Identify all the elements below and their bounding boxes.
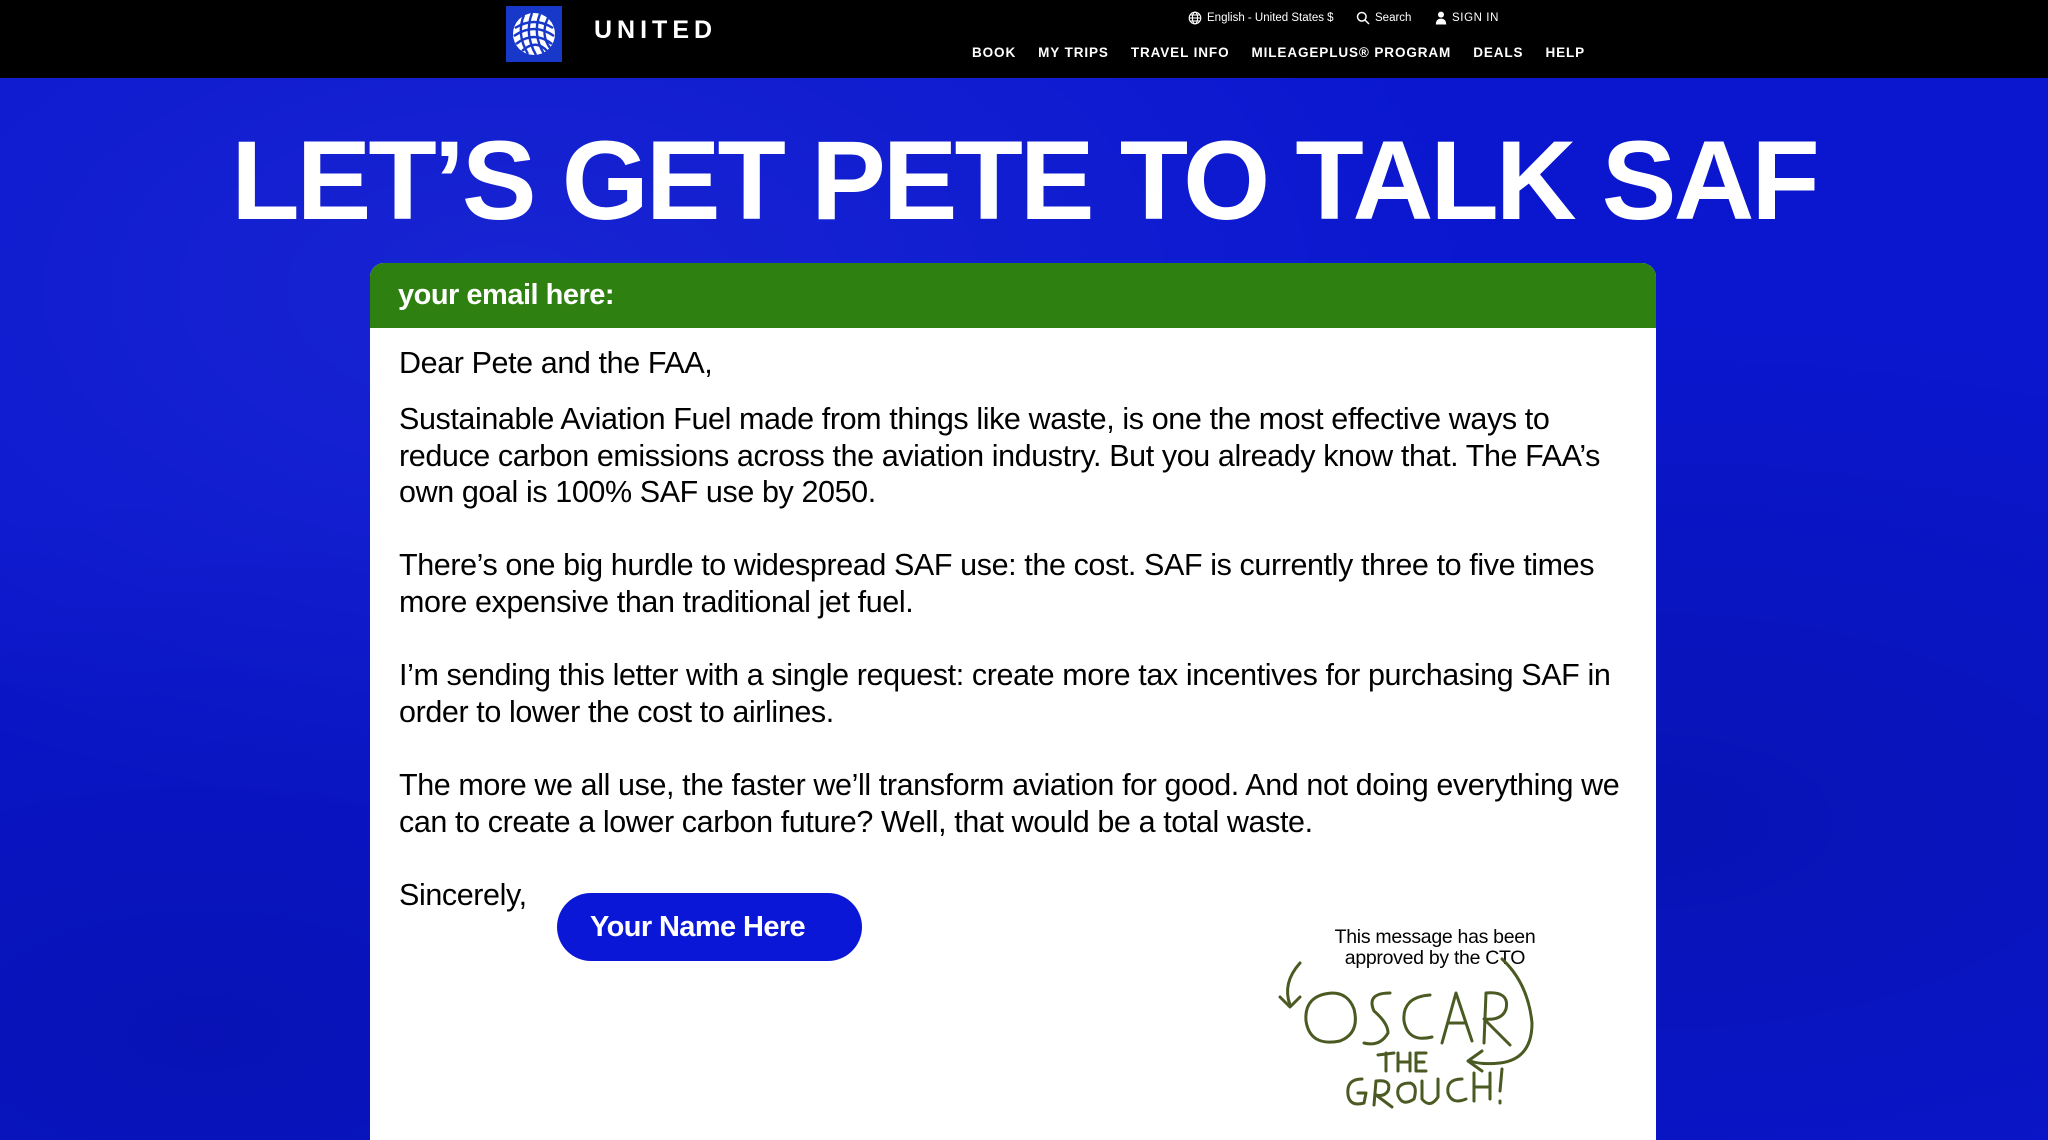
oscar-signature-icon <box>1270 923 1610 1123</box>
language-selector[interactable] <box>1188 10 1334 26</box>
user-icon <box>1435 11 1447 25</box>
main-nav <box>972 45 1585 63</box>
nav-travel-info[interactable]: TRAVEL INFO <box>1130 45 1230 60</box>
united-wordmark[interactable]: UNITED <box>594 16 718 44</box>
letter-card <box>370 263 1656 1140</box>
page-headline: LET’S GET PETE TO TALK SAF <box>231 118 1817 243</box>
email-field-bar <box>370 263 1656 328</box>
letter-paragraph-4: The more we all use, the faster we’ll transform aviation for good. And not doing everything we can to create a lower carbon future? Well, that would be a total waste. <box>399 768 1620 839</box>
language-label: English - United States $ <box>1207 12 1334 24</box>
email-field[interactable] <box>398 275 1598 315</box>
approval-line-2: approved by the CTO <box>1344 947 1526 969</box>
cto-approval-stamp <box>1270 923 1610 1123</box>
search-icon <box>1356 11 1370 25</box>
nav-mileageplus-program[interactable]: MILEAGEPLUS® PROGRAM <box>1251 45 1452 60</box>
sign-in-link[interactable] <box>1435 10 1499 26</box>
nav-book[interactable]: BOOK <box>972 45 1017 60</box>
letter-greeting: Dear Pete and the FAA, <box>399 346 713 380</box>
sign-in-label: SIGN IN <box>1452 12 1500 24</box>
search-label: Search <box>1375 12 1412 24</box>
top-navigation-bar <box>0 0 2048 78</box>
letter-signoff: Sincerely, <box>399 878 527 912</box>
united-globe-logo-icon[interactable] <box>506 6 562 62</box>
search-link[interactable] <box>1356 10 1411 26</box>
letter-paragraph-3: I’m sending this letter with a single request: create more tax incentives for purchasing SAF in order to lower the cost to airlines. <box>399 658 1611 729</box>
nav-my-trips[interactable]: MY TRIPS <box>1038 45 1109 60</box>
letter-paragraph-1: Sustainable Aviation Fuel made from things like waste, is one the most effective ways to reduce carbon emissions across the aviation industry. But you already know that. The FAA’s own goal is 100% SAF use by 2050. <box>399 402 1601 509</box>
letter-paragraph-2: There’s one big hurdle to widespread SAF use: the cost. SAF is currently three to five times more expensive than traditional jet fuel. <box>399 548 1595 619</box>
name-field[interactable] <box>557 893 862 961</box>
globe-icon <box>1188 11 1202 25</box>
approval-line-1: This message has been <box>1334 926 1536 948</box>
nav-help[interactable]: HELP <box>1545 45 1586 60</box>
nav-deals[interactable]: DEALS <box>1473 45 1524 60</box>
